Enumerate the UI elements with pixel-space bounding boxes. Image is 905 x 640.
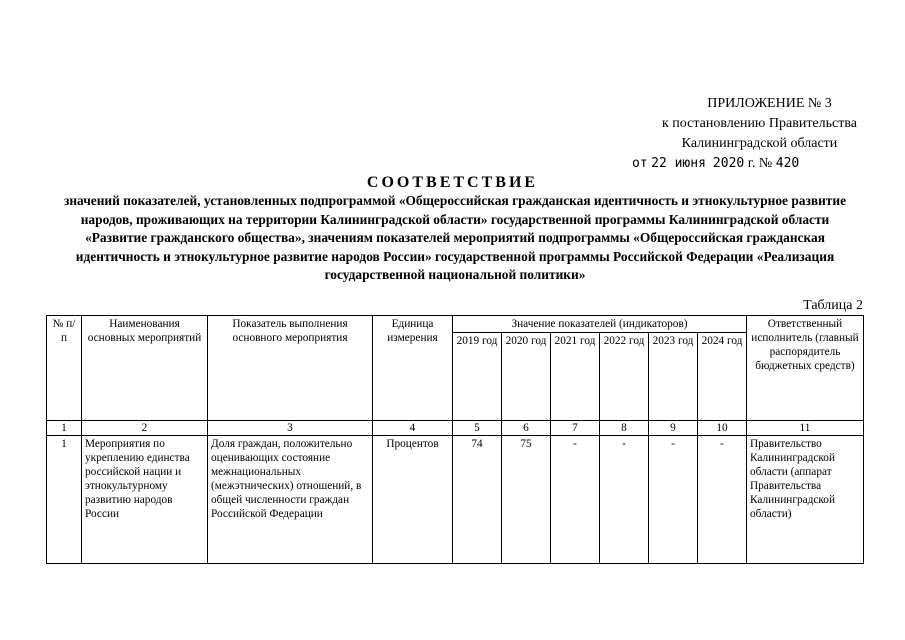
appendix-region-line: Калининградской области: [681, 136, 838, 151]
column-number: 2: [82, 421, 208, 436]
date-day: 22 июня: [651, 156, 706, 171]
row-value-2021: -: [551, 436, 600, 564]
column-number: 9: [649, 421, 698, 436]
table-row: [47, 436, 864, 564]
header-year-2024: 2024 год: [698, 333, 747, 421]
header-year-2023: 2023 год: [649, 333, 698, 421]
indicators-table: [46, 315, 864, 564]
row-indicator: Доля граждан, положительно оценивающих состояние межнациональных (межэтнических) отношений, в общей численности граждан Российской Федерации: [208, 436, 373, 564]
column-number: 3: [208, 421, 373, 436]
row-num: 1: [47, 436, 82, 564]
column-number: 1: [47, 421, 82, 436]
column-number: 5: [453, 421, 502, 436]
header-year-2022: 2022 год: [600, 333, 649, 421]
header-num: № п/п: [47, 316, 82, 421]
row-value-2019: 74: [453, 436, 502, 564]
document-subtitle: значений показателей, установленных подпрограммой «Общероссийская гражданская идентичность и этнокультурное развитие народов, проживающих на территории Калининградской области» государственной программы Калининградской области «Развитие гражданского общества», значениям показателей мероприятий подпрограммы «Общероссийская гражданская идентичность и этнокультурное развитие народов России» государственной программы Российской Федерации «Реализация государственной национальной политики»: [63, 193, 847, 282]
row-value-2023: -: [649, 436, 698, 564]
column-number: 7: [551, 421, 600, 436]
appendix-block: [631, 94, 857, 174]
header-indicator: Показатель выполнения основного мероприятия: [208, 316, 373, 421]
appendix-title: ПРИЛОЖЕНИЕ № 3: [707, 96, 832, 111]
appendix-decree-line: к постановлению Правительства: [661, 116, 857, 131]
table-label: Таблица 2: [803, 298, 863, 313]
row-value-2020: 75: [502, 436, 551, 564]
row-name: Мероприятия по укреплению единства российской нации и этнокультурному развитию народов России: [82, 436, 208, 564]
table-header-row: [47, 316, 864, 333]
column-number-row: [47, 421, 864, 436]
date-year: 2020: [712, 156, 745, 171]
document-title: СООТВЕТСТВИЕ: [366, 174, 539, 191]
header-year-2021: 2021 год: [551, 333, 600, 421]
header-unit: Единица измерения: [373, 316, 453, 421]
column-number: 6: [502, 421, 551, 436]
header-values-group: Значение показателей (индикаторов): [453, 316, 747, 333]
header-year-2019: 2019 год: [453, 333, 502, 421]
header-responsible: Ответственный исполнитель (главный распорядитель бюджетных средств): [747, 316, 864, 421]
row-responsible: Правительство Калининградской области (аппарат Правительства Калининградской области): [747, 436, 864, 564]
date-suffix: г. №: [747, 156, 773, 171]
row-value-2024: -: [698, 436, 747, 564]
row-unit: Процентов: [373, 436, 453, 564]
column-number: 8: [600, 421, 649, 436]
appendix-date-line: [632, 154, 857, 174]
header-name: Наименования основных мероприятий: [82, 316, 208, 421]
column-number: 4: [373, 421, 453, 436]
row-value-2022: -: [600, 436, 649, 564]
header-year-2020: 2020 год: [502, 333, 551, 421]
decree-number: 420: [775, 156, 800, 171]
column-number: 10: [698, 421, 747, 436]
date-prefix: от: [631, 156, 648, 171]
column-number: 11: [747, 421, 864, 436]
